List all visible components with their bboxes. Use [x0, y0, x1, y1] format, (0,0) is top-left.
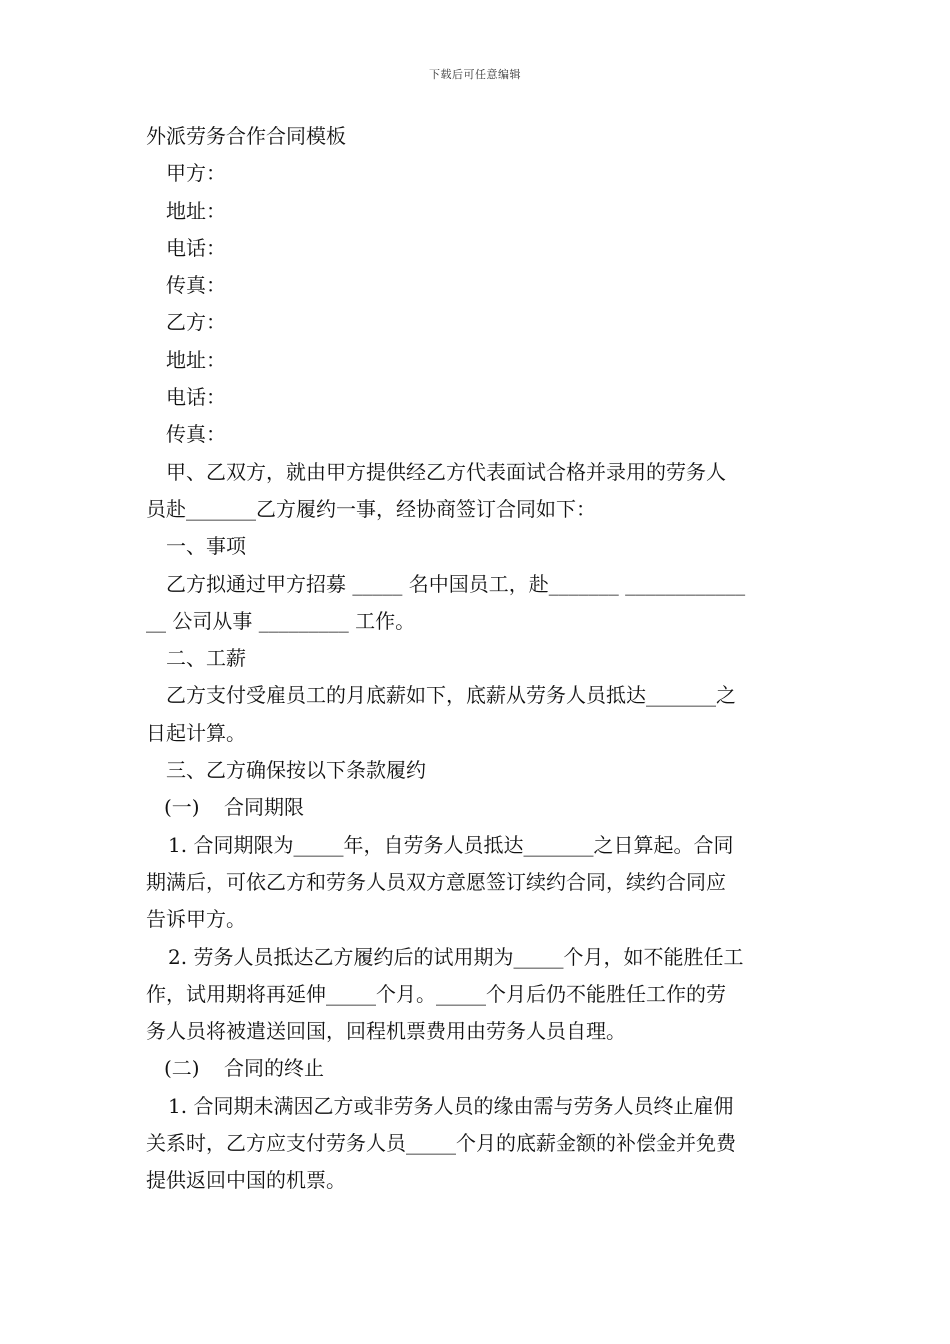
subsection-title: 合同期限 [224, 795, 304, 820]
clause-line: 1. 合同期限为_____年，自劳务人员抵达_______之日算起。合同 [168, 832, 734, 857]
clause-line: 2. 劳务人员抵达乙方履约后的试用期为_____个月，如不能胜任工 [168, 944, 744, 969]
subsection-heading [146, 789, 808, 826]
subsection-label: (二) [164, 1056, 200, 1081]
document-title: 外派劳务合作合同模板 [146, 124, 346, 148]
clause-line: 关系时，乙方应支付劳务人员_____个月的底薪金额的补偿金并免费 [146, 1131, 736, 1156]
section-line: __ 公司从事 _________ 工作。 [146, 608, 416, 633]
party-b-address-label: 地址： [166, 347, 226, 372]
section-heading: 一、事项 [166, 534, 246, 559]
party-a-address-label: 地址： [166, 198, 226, 223]
section-line: 乙方拟通过甲方招募 _____ 名中国员工，赴_______ ____________ [166, 571, 746, 596]
clause-line: 1. 合同期未满因乙方或非劳务人员的缘由需与劳务人员终止雇佣 [168, 1093, 734, 1118]
subsection-heading [146, 1050, 808, 1087]
clause-line: 提供返回中国的机票。 [146, 1168, 346, 1193]
section-heading: 二、工薪 [166, 646, 246, 671]
clause-line: 务人员将被遣送回国，回程机票费用由劳务人员自理。 [146, 1019, 626, 1044]
section-line: 乙方支付受雇员工的月底薪如下，底薪从劳务人员抵达_______之 [166, 683, 736, 708]
intro-line: 员赴_______乙方履约一事，经协商签订合同如下： [146, 496, 596, 521]
intro-line: 甲、乙双方，就由甲方提供经乙方代表面试合格并录用的劳务人 [166, 459, 726, 484]
clause-line: 期满后，可依乙方和劳务人员双方意愿签订续约合同，续约合同应 [146, 869, 726, 894]
section-heading: 三、乙方确保按以下条款履约 [166, 758, 426, 783]
party-a-name-label: 甲方： [166, 161, 226, 186]
clause-line: 作，试用期将再延伸_____个月。_____个月后仍不能胜任工作的劳 [146, 981, 726, 1006]
clause-line: 告诉甲方。 [146, 907, 246, 932]
party-a-fax-label: 传真： [166, 273, 226, 298]
party-b-phone-label: 电话： [166, 385, 226, 410]
page-header: 下载后可任意编辑 [429, 68, 521, 81]
contract-body [146, 118, 808, 1200]
section-line: 日起计算。 [146, 720, 246, 745]
subsection-title: 合同的终止 [224, 1056, 324, 1081]
party-b-name-label: 乙方： [166, 310, 226, 335]
party-a-phone-label: 电话： [166, 235, 226, 260]
party-b-fax-label: 传真： [166, 422, 226, 447]
subsection-label: (一) [164, 795, 200, 820]
